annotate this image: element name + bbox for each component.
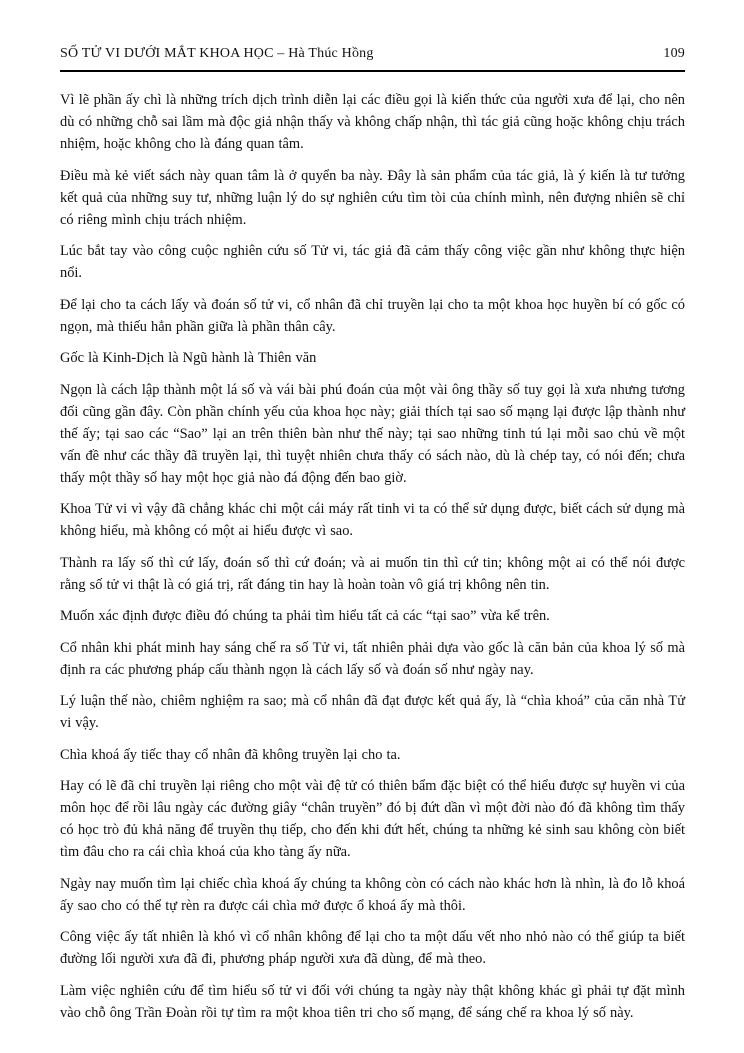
- paragraph: Lý luận thế nào, chiêm nghiệm ra sao; mà cổ nhân đã đạt được kết quả ấy, là “chìa khoá” của căn nhà Tử vi vậy.: [60, 693, 685, 731]
- paragraph: Vì lẽ phần ấy chì là những trích dịch trình diễn lại các điều gọi là kiến thức của người xưa để lại, cho nên dù có những chỗ sai lầm mà độc giả nhận thấy và không chấp nhận, thì tác giả cũng hoặc không chịu trách nhiệm, hoặc không cho là đáng quan tâm.: [60, 92, 685, 152]
- paragraph: Gốc là Kinh-Dịch là Ngũ hành là Thiên văn: [60, 350, 317, 366]
- paragraph: Điều mà kẻ viết sách này quan tâm là ở quyển ba này. Đây là sản phẩm của tác giả, là ý kiến là tư tưởng kết quả của những suy tư, những luận lý do sự nghiên cứu tìm tòi của chính mình, nên đượng nhiên sẽ chỉ có riêng mình chịu trách nhiệm.: [60, 167, 685, 228]
- paragraph: Để lại cho ta cách lấy và đoán số tử vi, cổ nhân đã chỉ truyền lại cho ta một khoa học huyền bí có gốc có ngọn, mà thiếu hẳn phần giữa là phần thân cây.: [60, 296, 685, 335]
- paragraph: Làm việc nghiên cứu để tìm hiểu số tử vi đối với chúng ta ngày này thật không khác gì phải tự đặt mình vào chỗ ông Trần Đoàn rồi tự tìm ra một khoa tiên tri cho số mạng, để sáng chế ra khoa lý số này.: [60, 982, 685, 1021]
- running-title: SỐ TỬ VI DƯỚI MẮT KHOA HỌC – Hà Thúc Hồng: [60, 46, 374, 61]
- paragraph: Ngày nay muốn tìm lại chiếc chìa khoá ấy chúng ta không còn có cách nào khác hơn là nhìn, là đo lỗ khoá ấy sao cho có thể tự rèn ra được cái chìa mở được ổ khoá ấy mà thôi.: [60, 875, 685, 914]
- paragraph: Muốn xác định được điều đó chúng ta phải tìm hiểu tất cả các “tại sao” vừa kể trên.: [60, 608, 550, 624]
- page-body: [60, 72, 685, 1024]
- paragraph: Chìa khoá ấy tiếc thay cổ nhân đã không truyền lại cho ta.: [60, 746, 401, 763]
- page-number: 109: [663, 46, 685, 61]
- page-header: [60, 46, 685, 72]
- paragraph: Khoa Tử vi vì vậy đã chẳng khác chi một cái máy rất tinh vi ta có thể sử dụng được, biết cách sử dụng mà không hiểu, mà không có một ai hiểu được vì sao.: [60, 501, 685, 539]
- paragraph: Thành ra lấy số thì cứ lấy, đoán số thì cứ đoán; và ai muốn tin thì cứ tin; không một ai có thể nói được rằng số tử vi thật là có giá trị, rất đáng tin hay là hoàn toàn vô giá trị không nên tin.: [60, 554, 685, 593]
- paragraph: Lúc bắt tay vào công cuộc nghiên cứu số Tử vi, tác giả đã cảm thấy công việc gần như không thực hiện nổi.: [60, 243, 685, 281]
- paragraph: Cổ nhân khi phát minh hay sáng chế ra số Tử vi, tất nhiên phải dựa vào gốc là căn bản của khoa lý số mà định ra các phương pháp cấu thành ngọn là cách lấy số và đoán số như ngày nay.: [60, 639, 685, 678]
- paragraph: Hay có lẽ đã chỉ truyền lại riêng cho một vài đệ tử có thiên bẩm đặc biệt có thể hiểu được sự huyền vi của môn học để rồi lâu ngày các đường giây “chân truyền” đó bị đứt dần vì một đời nào đó đã không tìm thấy có học trò đủ khả năng để truyền thụ tiếp, cho đến khi đứt hết, chúng ta những kẻ sinh sau không còn biết tìm đâu cho ra cái chìa khoá của kho tàng ấy nữa.: [60, 778, 685, 860]
- paragraph: Ngọn là cách lập thành một lá số và vái bài phú đoán của một vài ông thầy số tuy gọi là xưa nhưng tương đối cũng gần đây. Còn phần chính yếu của khoa học này; giải thích tại sao số mạng lại được lập thành như thế ấy; tại sao các “Sao” lại an trên thiên bàn như thế này; tại sao những tinh tú lại mỗi sao chủ về một vấn đề như các thầy đã truyền lại, thì tuyệt nhiên chưa thấy có sách nào, dù là chép tay, có nói đến; chưa thấy một thầy số hay một học giả nào đá động đến bao giờ.: [60, 381, 685, 486]
- paragraph: Công việc ấy tất nhiên là khó vì cổ nhân không để lại cho ta một dấu vết nho nhỏ nào có thể giúp ta biết đường lối người xưa đã đi, phương pháp người xưa đã dùng, để mà theo.: [60, 929, 685, 967]
